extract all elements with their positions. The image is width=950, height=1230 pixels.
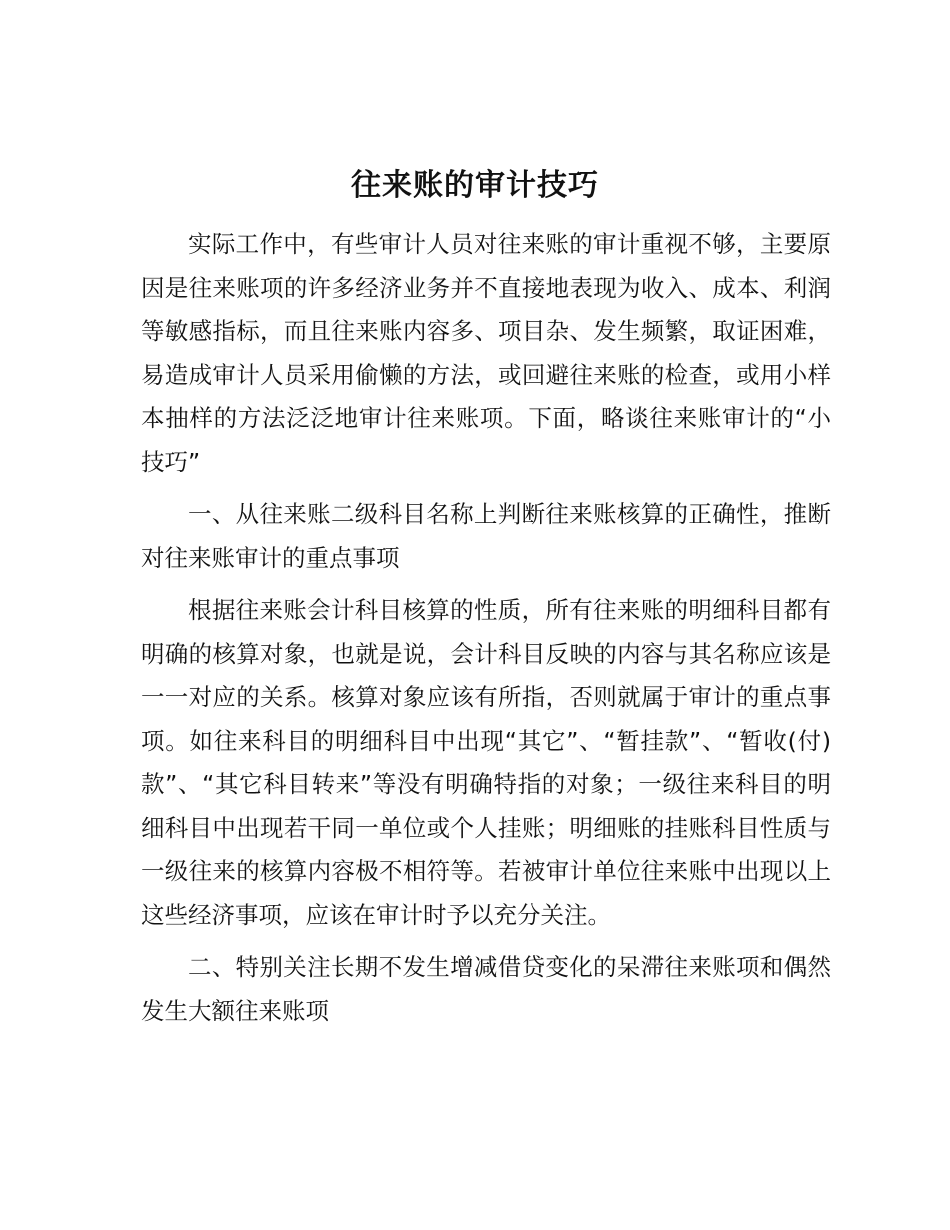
paragraph-detail-one: 根据往来账会计科目核算的性质，所有往来账的明细科目都有明确的核算对象，也就是说，会计科目反映的内容与其名称应该是一一对应的关系。核算对象应该有所指，否则就属于审计的重点事项。如往来科目的明细科目中出现“其它”、“暂挂款”、“暂收(付)款”、“其它科目转来”等没有明确特指的对象；一级往来科目的明细科目中出现若干同一单位或个人挂账；明细账的挂账科目性质与一级往来的核算内容极不相符等。若被审计单位往来账中出现以上这些经济事项，应该在审计时予以充分关注。	[141, 596, 831, 929]
paragraph-intro: 实际工作中，有些审计人员对往来账的审计重视不够，主要原因是往来账项的许多经济业务并不直接地表现为收入、成本、利润等敏感指标，而且往来账内容多、项目杂、发生频繁，取证困难，易造成审计人员采用偷懒的方法，或回避往来账的检查，或用小样本抽样的方法泛泛地审计往来账项。下面，略谈往来账审计的“小技巧”	[141, 230, 831, 476]
document-body	[141, 223, 831, 1033]
paragraph-heading-one: 一、从往来账二级科目名称上判断往来账核算的正确性，推断对往来账审计的重点事项	[141, 500, 831, 572]
paragraph-heading-two: 二、特别关注长期不发生增减借贷变化的呆滞往来账项和偶然发生大额往来账项	[141, 953, 831, 1025]
document-title: 往来账的审计技巧	[351, 168, 599, 203]
